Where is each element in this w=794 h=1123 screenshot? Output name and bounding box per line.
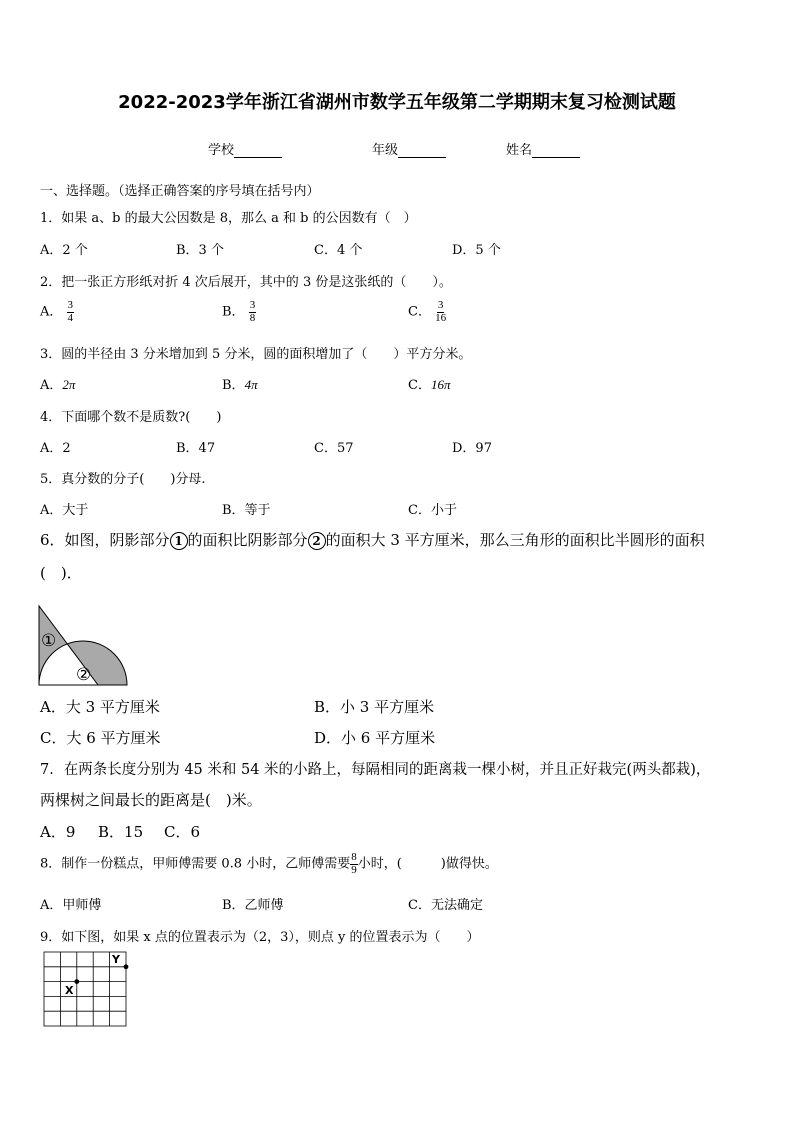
q6-circled-1: 1 — [170, 532, 188, 550]
q7-option-b: B．15 — [98, 823, 144, 841]
question-9: 9．如下图，如果 x 点的位置表示为（2，3），则点 y 的位置表示为（ ） — [40, 930, 480, 945]
q3-option-b-value: 4π — [244, 377, 258, 392]
point-y — [124, 964, 129, 969]
section-heading: 一、选择题。（选择正确答案的序号填在括号内） — [40, 184, 320, 199]
q1-option-b: B．3 个 — [176, 243, 224, 258]
q2-option-a-fraction: $\frac{3}{4}$ — [67, 299, 74, 324]
question-7-line-2: 两棵树之间最长的距离是( )米。 — [40, 791, 262, 809]
label-y: Y — [112, 953, 120, 966]
point-x — [74, 979, 79, 984]
name-field — [506, 139, 580, 158]
q1-option-d: D．5 个 — [452, 243, 501, 258]
figure-label-2: ② — [76, 665, 92, 685]
q4-option-b: B．47 — [176, 441, 216, 456]
q3-option-b — [222, 374, 258, 393]
q6-circled-2: 2 — [308, 532, 326, 550]
question-1: 1．如果 a、b 的最大公因数是 8，那么 a 和 b 的公因数有（ ） — [40, 211, 417, 226]
q6-option-c: C．大 6 平方厘米 — [40, 729, 161, 747]
q6-option-d: D．小 6 平方厘米 — [314, 729, 436, 747]
page-title: 2022-2023学年浙江省湖州市数学五年级第二学期期末复习检测试题 — [118, 92, 676, 113]
q1-option-a: A．2 个 — [40, 243, 88, 258]
q8-suffix: 小时，( )做得快。 — [357, 856, 498, 872]
q4-option-c: C．57 — [314, 441, 354, 456]
q6-suffix: 的面积大 3 平方厘米，那么三角形的面积比半圆形的面积 — [325, 531, 705, 549]
grade-label: 年级 — [372, 143, 399, 158]
q5-option-b: B．等于 — [222, 503, 271, 518]
q6-answer-blank: ( )． — [40, 564, 82, 582]
school-field — [208, 139, 282, 158]
q7-option-a: A．9 — [40, 823, 76, 841]
q3-option-b-letter: B． — [222, 378, 245, 393]
q6-option-b: B．小 3 平方厘米 — [314, 698, 435, 716]
q5-option-c: C．小于 — [408, 503, 457, 518]
q2-option-c-fraction: $\frac{3}{16}$ — [435, 299, 447, 324]
q2-option-b — [222, 300, 256, 324]
question-4: 4．下面哪个数不是质数?( ) — [40, 410, 222, 425]
q6-prefix: 6．如图，阴影部分 — [40, 531, 170, 549]
q2-option-b-letter: B． — [222, 304, 245, 320]
q3-option-c — [408, 374, 450, 393]
q3-option-a-letter: A． — [40, 378, 63, 393]
school-label: 学校 — [208, 143, 235, 158]
school-blank — [234, 144, 282, 158]
question-2: 2．把一张正方形纸对折 4 次后展开，其中的 3 份是这张纸的（ ）。 — [40, 275, 452, 290]
q8-fraction: $\frac{8}{9}$ — [351, 851, 357, 876]
question-3: 3．圆的半径由 3 分米增加到 5 分米，圆的面积增加了（ ）平方分米。 — [40, 347, 472, 362]
label-x: X — [65, 984, 74, 997]
q2-option-c — [408, 300, 446, 324]
q2-option-a-letter: A． — [40, 304, 63, 320]
q8-prefix: 8．制作一份糕点，甲师傅需要 0.8 小时，乙师傅需要 — [40, 856, 351, 872]
q6-middle: 的面积比阴影部分 — [187, 531, 308, 549]
name-blank — [532, 144, 580, 158]
q3-option-a — [40, 374, 75, 393]
q8-option-c: C．无法确定 — [408, 898, 483, 913]
q7-option-c: C．6 — [164, 823, 201, 841]
q8-option-a: A．甲师傅 — [40, 898, 102, 913]
q2-option-c-letter: C． — [408, 304, 431, 320]
question-5: 5．真分数的分子( )分母. — [40, 472, 206, 487]
q6-option-a: A．大 3 平方厘米 — [40, 698, 160, 716]
q3-option-c-letter: C． — [408, 378, 431, 393]
q6-figure — [36, 602, 130, 688]
q5-option-a: A．大于 — [40, 503, 89, 518]
q3-option-c-value: 16π — [430, 377, 451, 392]
question-8 — [40, 852, 498, 876]
q2-option-b-fraction: $\frac{3}{8}$ — [249, 299, 256, 324]
q3-option-a-value: 2π — [62, 377, 76, 392]
name-label: 姓名 — [506, 143, 533, 158]
grade-blank — [398, 144, 446, 158]
grade-field — [372, 139, 446, 158]
question-6 — [40, 529, 705, 550]
q1-option-c: C．4 个 — [314, 243, 363, 258]
q8-option-b: B．乙师傅 — [222, 898, 284, 913]
q9-grid-figure — [42, 950, 132, 1030]
question-7-line-1: 7．在两条长度分别为 45 米和 54 米的小路上，每隔相同的距离栽一棵小树，并且正好栽完(两头都栽)， — [40, 762, 711, 778]
q2-option-a — [40, 300, 74, 324]
figure-label-1: ① — [41, 631, 57, 651]
q4-option-a: A．2 — [40, 441, 71, 456]
q4-option-d: D．97 — [452, 441, 492, 456]
